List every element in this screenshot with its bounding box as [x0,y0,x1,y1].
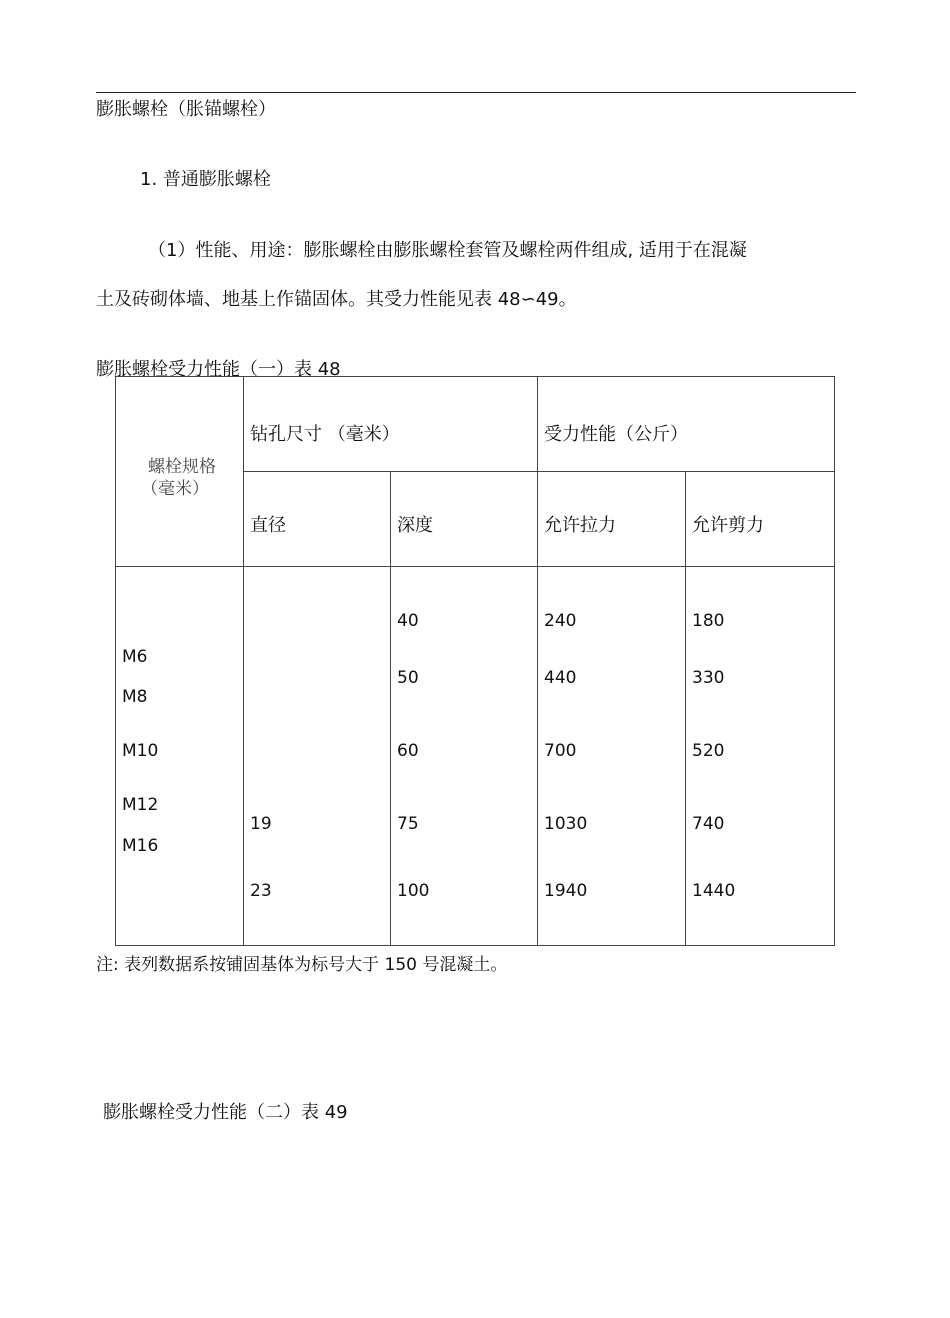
header-shear: 允许剪力 [692,515,764,536]
diameter-cell: 19 [250,814,272,834]
tension-cell: 1940 [544,881,588,901]
header-spec-line2: （毫米） [141,479,209,499]
tension-cell: 440 [544,668,577,688]
table1-col-divider-1 [243,376,244,946]
table1-caption: 膨胀螺栓受力性能（一）表 48 [96,359,341,380]
shear-cell: 330 [692,668,725,688]
paragraph-line-1: （1）性能、用途：膨胀螺栓由膨胀螺栓套管及螺栓两件组成, 适用于在混凝 [148,240,747,261]
depth-cell: 50 [397,668,419,688]
spec-cell: M10 [122,741,159,761]
shear-cell: 520 [692,741,725,761]
depth-cell: 100 [397,881,430,901]
table1-row-divider-1 [243,471,835,472]
depth-cell: 75 [397,814,419,834]
shear-cell: 740 [692,814,725,834]
table1-col-divider-4 [685,471,686,946]
header-depth: 深度 [397,515,433,536]
header-rule [96,92,856,93]
depth-cell: 40 [397,611,419,631]
spec-cell: M8 [122,687,148,707]
tension-cell: 700 [544,741,577,761]
shear-cell: 1440 [692,881,736,901]
spec-cell: M12 [122,795,159,815]
header-tension: 允许拉力 [544,515,616,536]
header-diameter: 直径 [250,515,286,536]
spec-cell: M6 [122,647,148,667]
header-spec-line1: 螺栓规格 [148,457,216,477]
section-heading: 1. 普通膨胀螺栓 [140,169,271,190]
table1-col-divider-3 [537,376,538,946]
diameter-cell: 23 [250,881,272,901]
header-drill-size: 钻孔尺寸 （毫米） [250,424,400,445]
paragraph-line-2: 土及砖砌体墙、地基上作锚固体。其受力性能见表 48∽49。 [96,289,577,310]
table1-note: 注: 表列数据系按铺固基体为标号大于 150 号混凝土。 [96,955,508,975]
table1-row-divider-2 [115,566,835,567]
shear-cell: 180 [692,611,725,631]
table2-caption: 膨胀螺栓受力性能（二）表 49 [103,1102,348,1123]
tension-cell: 240 [544,611,577,631]
header-force: 受力性能（公斤） [544,424,688,445]
table1-col-divider-2 [390,471,391,946]
spec-cell: M16 [122,836,159,856]
tension-cell: 1030 [544,814,588,834]
page-title: 膨胀螺栓（胀锚螺栓） [96,99,276,120]
table1-border [115,376,835,946]
depth-cell: 60 [397,741,419,761]
